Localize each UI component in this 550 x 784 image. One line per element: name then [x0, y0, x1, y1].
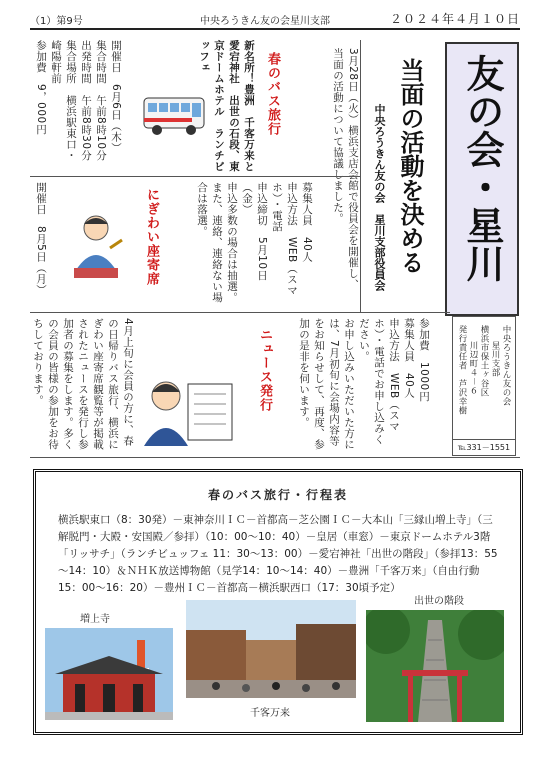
- colophon-text: 川辺町４－６: [468, 341, 478, 396]
- row-divider: [30, 312, 450, 313]
- reader-illustration: [136, 370, 240, 446]
- column-divider: [360, 40, 361, 312]
- schedule-title: 春のバス旅行・行程表: [207, 488, 348, 502]
- yose-details: 開催日 8月5日（月）: [35, 182, 47, 296]
- intro-text: 3月28日（火）横浜支店会館で役員会を開催し、当面の活動について協議しました。: [332, 48, 359, 290]
- issue-number: （1）第9号: [30, 16, 83, 27]
- colophon-text: 中央ろうきん友の会: [501, 325, 511, 406]
- schedule-body: 横浜駅東口（8：30発）－東神奈川ＩＣ－首都高－芝公園ＩＣ－大本山「三縁山増上寺」（三解脱門・大殿・安国殿／参拝）（10：00～10：40）－皇居（車窓）－東京ドームホテル3階「リッサチ」（ランチビュッフェ 11：30～13：00）－愛宕神社「出世の階段」（参拝13：55～14：10）＆ＮＨＫ放送博物館（見学14：10～14：40）－豊洲「千客万来」（自由行動15：00～16：20）－豊州ＩＣ－首都高－横浜駅西口（17：30頃予定）: [58, 514, 498, 594]
- news-heading: ニュース発行: [257, 328, 272, 412]
- bus-illustration: [142, 94, 208, 138]
- masthead-box: [445, 42, 519, 316]
- rakugo-illustration: [66, 210, 126, 282]
- news-text: 4月上旬に会員の方に、春の日帰りバス旅行、横浜にぎわい座寄席観覧等が掲載されたニュースを発行し参加者の募集をします。多くの会員の皆様の参加をお待ちしております。: [32, 318, 134, 450]
- photo-caption-shusse: 出世の階段: [414, 596, 464, 607]
- bus-destinations: 新名所！豊洲 千客万来と愛宕神社 出世の石段、東京ドームホテル ランチビッフェ: [198, 40, 255, 172]
- bus-details: 開催日 6月6日（木） 集合時間 午前8時10分 出発時間 午前8時30分 集合場所 横浜駅東口・崎陽軒前 参加費 9，000円: [35, 40, 122, 161]
- senkyaku-photo: [186, 600, 356, 698]
- issue-date: ２０２４年４月１０日: [389, 12, 520, 26]
- colophon-box: [452, 316, 516, 456]
- yose-recruit: 参加費 1000円 募集人員 40人 申込方法 WEB（スマホ）・電話でお申し込みください。 お申し込みいただいた方には、7月初旬に会場内容等をお知らせして、再度、参加の是非を伺います。: [298, 318, 430, 450]
- yose-heading: にぎわい座寄席: [144, 188, 159, 286]
- header-rule: [30, 28, 520, 30]
- bus-recruit: 募集人員 40人 申込方法 WEB（スマホ）・電話 申込締切 5月10日（金） 申込多数の場合は抽選。 また、連絡、連絡ない場合は落選。: [196, 182, 313, 303]
- row-divider: [30, 176, 360, 177]
- colophon-text: 横浜市保土ヶ谷区: [479, 325, 489, 397]
- org-name: 中央ろうきん友の会星川支部: [200, 16, 330, 27]
- feature-title: 当面の活動を決める: [396, 58, 424, 274]
- photo-caption-senkyaku: 千客万来: [250, 708, 290, 719]
- masthead-title: 友の会・星川: [460, 54, 504, 282]
- bus-heading: 春のバス旅行: [265, 52, 280, 136]
- photo-caption-zojoji: 増上寺: [80, 614, 110, 625]
- colophon-text: 発行責任者 芦沢幸樹: [457, 325, 467, 415]
- colophon-text: 星川支部: [490, 341, 500, 377]
- shusse-photo: [366, 610, 504, 722]
- colophon-tel: ℡331－1551: [453, 439, 515, 453]
- zojoji-photo: [45, 628, 173, 720]
- page-header: [30, 10, 520, 28]
- feature-byline: 中央ろうきん友の会 星川支部役員会: [373, 104, 386, 291]
- row-divider: [30, 457, 520, 458]
